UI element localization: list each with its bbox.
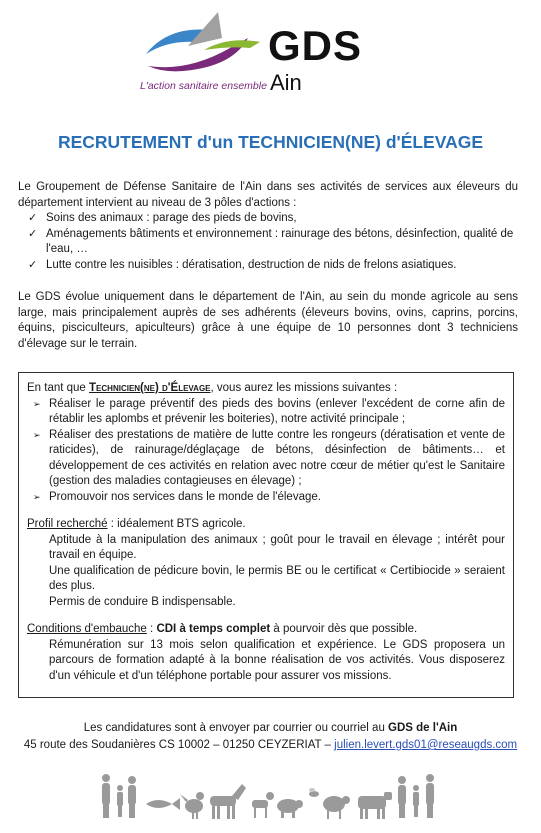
conditions-label: Conditions d'embauche bbox=[27, 623, 147, 635]
missions-lead: En tant que Technicien(ne) d'Élevage, vous aurez les missions suivantes : bbox=[27, 382, 398, 394]
bee-icon bbox=[309, 788, 319, 797]
pig-icon bbox=[277, 799, 303, 818]
farm-animals-illustration bbox=[96, 772, 446, 822]
family-icon bbox=[102, 774, 136, 818]
intro-text: Le Groupement de Défense Sanitaire de l'Ain dans ses activités de services aux éleveurs du département intervient au niveau de 3 pôles d'actions : bbox=[18, 181, 518, 209]
conditions-text: Rémunération sur 13 mois selon qualification et expérience. Le GDS proposera un parcours de formation adapté à la bonne réalisation de vos activités. Vous disposerez d'un véhicule et d'un téléphone portable pour assurer vos missions. bbox=[49, 638, 505, 682]
contract-type: CDI à temps complet bbox=[156, 623, 271, 635]
org-name: GDS de l'Ain bbox=[388, 722, 458, 734]
list-item: ✓ Soins des animaux : parage des pieds de bovins, bbox=[18, 211, 518, 227]
list-item: ➢ Promouvoir nos services dans le monde de l'élevage. bbox=[27, 490, 505, 506]
profile-line: Une qualification de pédicure bovin, le permis BE ou le certificat « Certibiocide » seraient des plus. bbox=[49, 564, 505, 592]
rooster-icon bbox=[180, 792, 204, 819]
gds-logo-mark-icon bbox=[138, 8, 268, 80]
contact-email-link[interactable]: julien.levert.gds01@reseaugds.com bbox=[334, 739, 518, 751]
intro-section bbox=[18, 180, 518, 273]
profile-line: Permis de conduire B indispensable. bbox=[49, 595, 236, 608]
profile-heading: Profil recherché : idéalement BTS agricole. bbox=[27, 518, 246, 530]
profile-label: Profil recherché bbox=[27, 518, 108, 530]
about-paragraph: Le GDS évolue uniquement dans le département de l'Ain, au sein du monde agricole au sens large, mais principalement auprès de ses adhérents (éleveurs bovins, ovins, caprins, porcins, équins, pisciculteurs, apiculteurs) grâce à une équipe de 10 personnes dont 3 techniciens d'élevage sur le terrain. bbox=[18, 291, 518, 350]
list-item: ✓ Aménagements bâtiments et environnement : rainurage des bétons, désinfection, qualité de l'eau, … bbox=[28, 227, 514, 255]
job-details-box bbox=[18, 372, 514, 698]
action-poles-list bbox=[18, 211, 518, 273]
gds-logo bbox=[138, 8, 388, 98]
goat-icon bbox=[252, 792, 274, 818]
arrow-bullet-icon: ➢ bbox=[33, 429, 41, 440]
list-item: ➢ Réaliser le parage préventif des pieds des bovins (enlever l'excédent de corne afin de rétablir les aplombs et prévenir les boiteries), notre activité principale ; bbox=[33, 397, 505, 425]
checkmark-icon: ✓ bbox=[28, 258, 38, 271]
family-icon bbox=[398, 774, 434, 818]
conditions-heading: Conditions d'embauche : CDI à temps complet à pourvoir dès que possible. bbox=[27, 623, 418, 635]
missions-list bbox=[27, 397, 505, 506]
horse-icon bbox=[210, 784, 246, 819]
logo-tagline: L'action sanitaire ensemble bbox=[140, 80, 267, 92]
list-item: ➢ Réaliser des prestations de matière de lutte contre les rongeurs (dératisation et vente de raticides), de rainurage/déglaçage de bétons, désinfection de bâtiments… et développement de ces activités en relation avec notre cœur de métier qu'est le Sanitaire (gestion des maladies contagieuses en élevage) ; bbox=[33, 428, 505, 487]
profile-line: Aptitude à la manipulation des animaux ; goût pour le travail en élevage ; intérêt pour travail en équipe. bbox=[49, 533, 505, 561]
arrow-bullet-icon: ➢ bbox=[33, 398, 41, 409]
arrow-bullet-icon: ➢ bbox=[33, 491, 41, 502]
sheep-icon bbox=[323, 796, 350, 819]
cow-icon bbox=[358, 792, 392, 819]
checkmark-icon: ✓ bbox=[28, 227, 38, 240]
application-footer: Les candidatures sont à envoyer par courrier ou courriel au GDS de l'Ain 45 route des Soudanières CS 10002 – 01250 CEYZERIAT – julien.levert.gds01@reseaugds.com bbox=[23, 722, 518, 751]
fish-icon bbox=[146, 798, 180, 810]
logo-brand: GDS bbox=[268, 22, 363, 69]
logo-region: Ain bbox=[270, 70, 302, 95]
checkmark-icon: ✓ bbox=[28, 212, 38, 224]
list-item: ✓ Lutte contre les nuisibles : dératisation, destruction de nids de frelons asiatiques. bbox=[18, 258, 518, 274]
page-title: RECRUTEMENT d'un TECHNICIEN(NE) d'ÉLEVAGE bbox=[57, 132, 484, 152]
role-title: Technicien(ne) d'Élevage bbox=[89, 382, 211, 394]
